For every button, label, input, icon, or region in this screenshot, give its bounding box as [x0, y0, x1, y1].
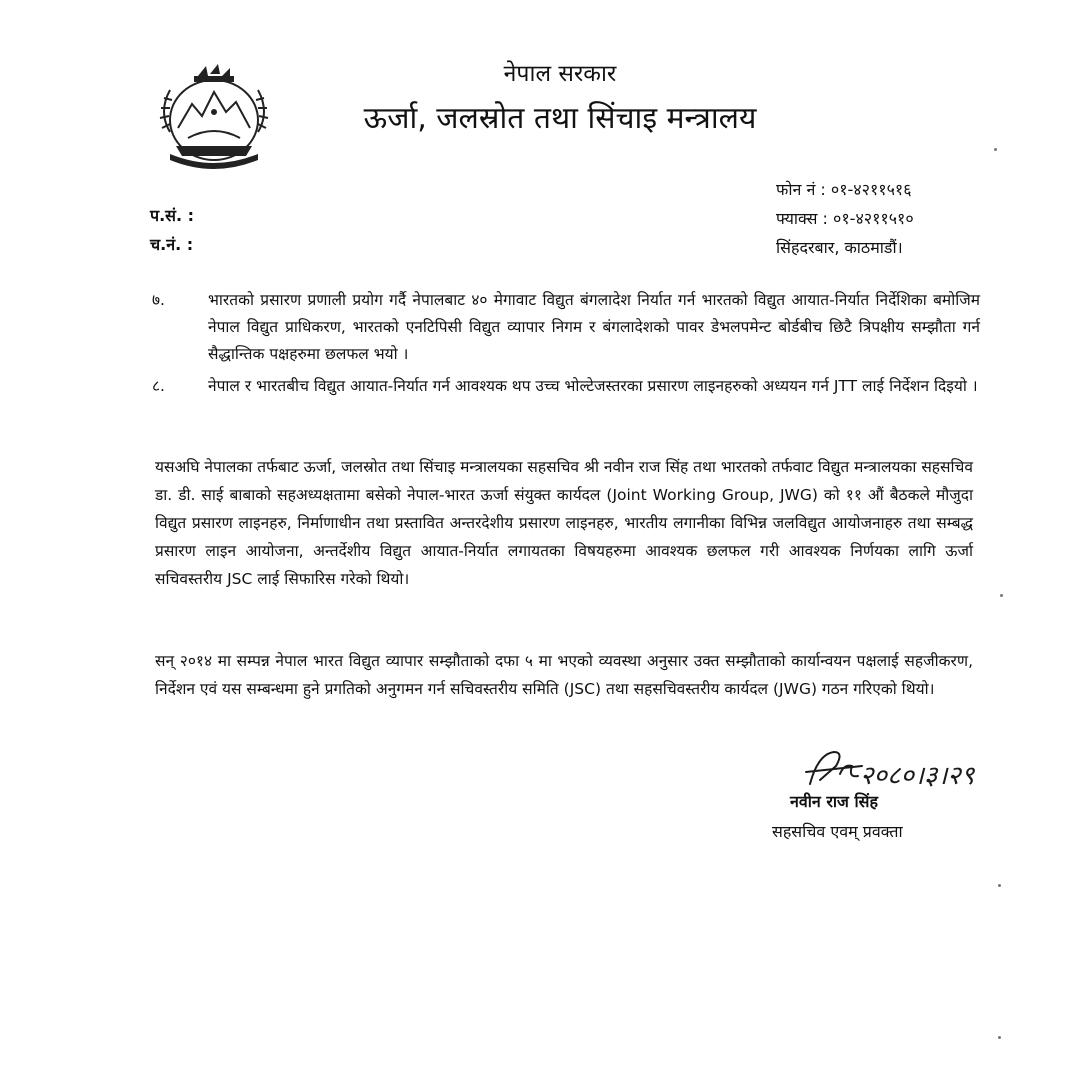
- patra-sankhya-label: प.सं. :: [150, 206, 195, 225]
- government-title: नेपाल सरकार: [503, 61, 617, 87]
- office-address: सिंहदरबार, काठमाडौं।: [776, 238, 903, 257]
- scan-speck: [994, 148, 997, 151]
- list-item: [150, 287, 980, 368]
- signer-name: नवीन राज सिंह: [790, 792, 878, 811]
- ministry-title: ऊर्जा, जलस्रोत तथा सिंचाइ मन्त्रालय: [363, 101, 757, 136]
- nepal-emblem-icon: [148, 62, 280, 174]
- item-number: ८.: [152, 377, 165, 395]
- item-text: नेपाल र भारतबीच विद्युत आयात-निर्यात गर्न आवश्यक थप उच्च भोल्टेजस्तरका प्रसारण लाइनहरुको अध्ययन गर्न JTT लाई निर्देशन दिइयो ।: [208, 377, 978, 395]
- fax-number: फ्याक्स : ०१-४२११५१०: [776, 209, 914, 228]
- scan-speck: [1000, 594, 1003, 597]
- signer-title: सहसचिव एवम् प्रवक्ता: [772, 822, 903, 841]
- body-paragraph: सन् २०१४ मा सम्पन्न नेपाल भारत विद्युत व्यापार सम्झौताको दफा ५ मा भएको व्यवस्था अनुसार उक्त सम्झौताको कार्यान्वयन पक्षलाई सहजीकरण, निर्देशन एवं यस सम्बन्धमा हुने प्रगतिको अनुगमन गर्न सचिवस्तरीय समिति (JSC) तथा सहसचिवस्तरीय कार्यदल (JWG) गठन गरिएको थियो।: [155, 652, 973, 698]
- list-item: [150, 373, 980, 400]
- scan-speck: [998, 1036, 1001, 1039]
- chalani-number-label: च.नं. :: [150, 235, 194, 254]
- item-text: भारतको प्रसारण प्रणाली प्रयोग गर्दै नेपालबाट ४० मेगावाट विद्युत बंगलादेश निर्यात गर्न भारतको विद्युत आयात-निर्यात निर्देशिका बमोजिम नेपाल विद्युत प्राधिकरण, भारतको एनटिपिसी विद्युत व्यापार निगम र बंगलादेशको पावर डेभलपमेन्ट बोर्डबीच छिटै त्रिपक्षीय सम्झौता गर्न सैद्धान्तिक पक्षहरुमा छलफल भयो ।: [208, 291, 980, 363]
- phone-number: फोन नं : ०१-४२११५१६: [776, 180, 912, 199]
- scan-speck: [998, 884, 1001, 887]
- item-number: ७.: [152, 291, 165, 309]
- svg-text:२०८०।३।२९: २०८०।३।२९: [860, 761, 975, 791]
- body-paragraph: यसअघि नेपालका तर्फबाट ऊर्जा, जलस्रोत तथा सिंचाइ मन्त्रालयका सहसचिव श्री नवीन राज सिंह तथा भारतको तर्फवाट विद्युत मन्त्रालयका सहसचिव डा. डी. साई बाबाको सहअध्यक्षतामा बसेको नेपाल-भारत ऊर्जा संयुक्त कार्यदल (Joint Working Group, JWG) को ११ औं बैठकले मौजुदा विद्युत प्रसारण लाइनहरु, निर्माणाधीन तथा प्रस्तावित अन्तरदेशीय प्रसारण लाइनहरु, भारतीय लगानीका विभिन्न जलविद्युत आयोजनाहरु तथा सम्बद्ध प्रसारण लाइन आयोजना, अन्तर्देशीय विद्युत आयात-निर्यात लगायतका विषयहरुमा आवश्यक छलफल गरी आवश्यक निर्णयका लागि ऊर्जा सचिवस्तरीय JSC लाई सिफारिस गरेको थियो।: [155, 458, 973, 588]
- handwritten-signature: [800, 744, 1000, 794]
